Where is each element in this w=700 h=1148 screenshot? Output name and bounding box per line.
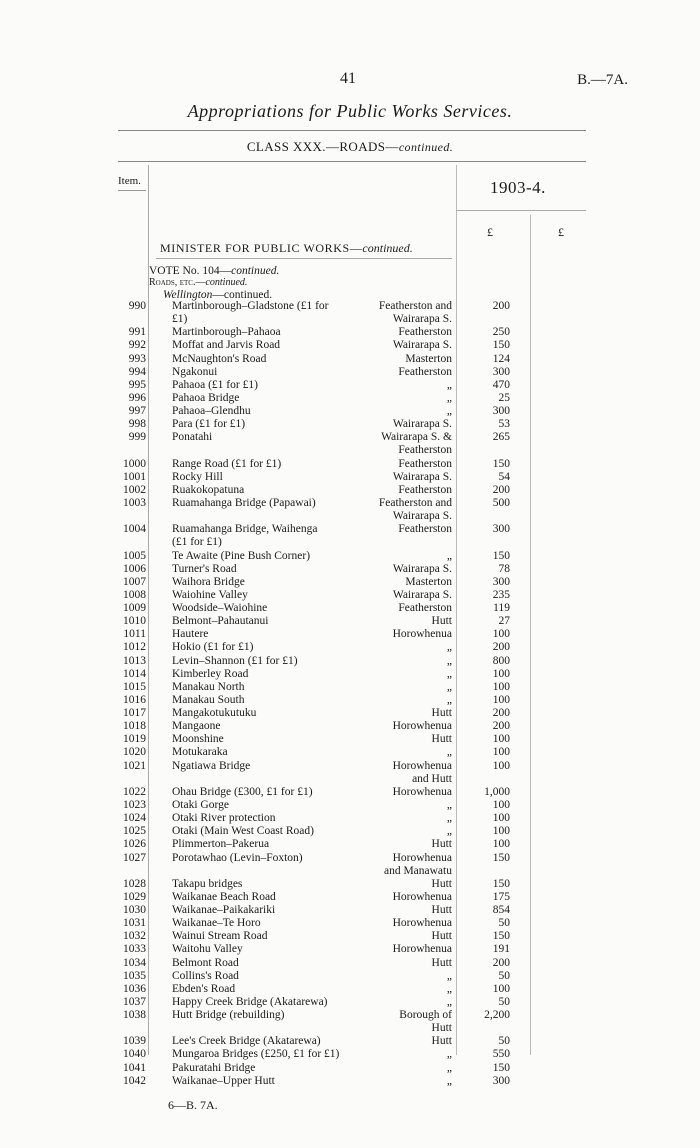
amount: 150	[492, 1061, 510, 1074]
electoral-district: Hutt	[431, 838, 452, 851]
work-name: Hautere	[172, 628, 209, 641]
item-number: 1035	[123, 969, 146, 982]
work-name: Belmont Road	[172, 956, 239, 969]
work-name: Collins's Road	[172, 969, 239, 982]
work-name: Waikanae Beach Road	[172, 890, 276, 903]
item-column-divider	[148, 165, 149, 1055]
electoral-district: „	[446, 798, 452, 811]
electoral-district: Horowhenua	[392, 628, 452, 641]
electoral-district: Wairarapa S.	[392, 588, 452, 601]
amount: 78	[498, 562, 510, 575]
amount: 235	[492, 588, 510, 601]
item-number: 1016	[123, 693, 146, 706]
item-number: 1005	[123, 549, 146, 562]
electoral-district: „	[446, 641, 452, 654]
item-number: 992	[128, 339, 146, 352]
electoral-district: Borough of	[399, 1009, 452, 1021]
work-name: Kimberley Road	[172, 667, 249, 680]
item-number: 1000	[123, 457, 146, 470]
amount: 250	[492, 326, 510, 339]
amount: 200	[492, 641, 510, 654]
amount: 2,200	[484, 1009, 510, 1021]
work-name: Pakuratahi Bridge	[172, 1061, 256, 1074]
amount: 150	[492, 851, 510, 864]
amount: 100	[492, 680, 510, 693]
item-number: 1003	[123, 497, 146, 509]
electoral-district: Hutt	[431, 930, 452, 943]
electoral-district: Featherston	[398, 326, 452, 339]
amount: 100	[492, 838, 510, 851]
item-number: 1017	[123, 707, 146, 719]
item-number: 1002	[123, 483, 146, 496]
work-name: Pahaoa Bridge	[172, 391, 240, 404]
amount: 300	[492, 365, 510, 378]
work-name: Martinborough–Pahaoa	[172, 326, 281, 339]
work-name: Waikanae–Te Horo	[172, 917, 261, 930]
work-name: Range Road (£1 for £1)	[172, 457, 282, 470]
item-number: 994	[128, 365, 146, 378]
item-number: 1024	[123, 812, 146, 825]
work-name: Levin–Shannon (£1 for £1)	[172, 654, 298, 667]
electoral-district: Horowhenua	[392, 917, 452, 930]
electoral-district: Horowhenua	[392, 943, 452, 956]
amount: 53	[498, 418, 510, 431]
amount: 27	[498, 615, 510, 628]
electoral-district: and Manawatu	[383, 864, 452, 877]
electoral-district: Wairarapa S.	[392, 339, 452, 352]
work-name: Hutt Bridge (rebuilding)	[172, 1009, 285, 1021]
work-name: (£1 for £1)	[172, 536, 222, 549]
item-number: 999	[128, 431, 146, 444]
item-number: 1022	[123, 785, 146, 798]
item-number: 1029	[123, 890, 146, 903]
work-name: Motukaraka	[172, 746, 228, 759]
electoral-district: Wairarapa S. &	[381, 431, 452, 444]
work-name: Hokio (£1 for £1)	[172, 641, 254, 654]
work-name: Ponatahi	[172, 431, 213, 444]
item-number: 1033	[123, 943, 146, 956]
amount: 200	[492, 720, 510, 733]
year-column-header: 1903-4.	[490, 178, 546, 197]
work-name: Ruamahanga Bridge, Waihenga	[172, 523, 318, 536]
amount: 175	[492, 890, 510, 903]
electoral-district: Hutt	[431, 956, 452, 969]
amount: 124	[492, 352, 510, 365]
work-name: Takapu bridges	[172, 877, 243, 890]
work-name: Ruakokopatuna	[172, 483, 245, 496]
electoral-district: Horowhenua	[392, 785, 452, 798]
item-number: 1021	[123, 759, 146, 772]
class-heading-continued: continued.	[398, 140, 454, 154]
roads-subheading-text: Roads, etc.—	[149, 277, 206, 288]
amount: 100	[492, 759, 510, 772]
amount: 300	[492, 405, 510, 417]
amount: 200	[492, 956, 510, 969]
roads-subheading	[149, 277, 247, 288]
item-number: 1018	[123, 720, 146, 733]
amount: 191	[492, 943, 510, 956]
electoral-district: Featherston	[398, 523, 452, 536]
electoral-district: „	[446, 995, 452, 1008]
amount: 1,000	[484, 785, 510, 798]
electoral-district: Hutt	[431, 904, 452, 916]
roads-subheading-continued: continued.	[205, 277, 248, 288]
amount: 25	[498, 391, 510, 404]
item-number: 1004	[123, 523, 146, 536]
work-name: Moffat and Jarvis Road	[172, 339, 281, 352]
electoral-district: Featherston	[398, 602, 452, 614]
item-number: 1036	[123, 982, 146, 995]
electoral-district: Wairarapa S.	[392, 510, 452, 523]
item-number: 995	[128, 378, 146, 391]
item-number: 1006	[123, 562, 146, 575]
title-rule	[118, 130, 586, 131]
work-name: Waikanae–Upper Hutt	[172, 1074, 275, 1087]
item-number: 1030	[123, 904, 146, 916]
electoral-district: Masterton	[405, 575, 452, 588]
district-name: Wellington	[163, 289, 213, 301]
work-name: Ngatiawa Bridge	[172, 759, 251, 772]
electoral-district: Featherston	[398, 365, 452, 378]
work-name: Manakau North	[172, 680, 245, 693]
vote-heading-continued: continued.	[231, 265, 280, 277]
item-number: 1010	[123, 615, 146, 628]
amount: 100	[492, 693, 510, 706]
item-number: 1041	[123, 1061, 146, 1074]
amount: 200	[492, 707, 510, 719]
item-number: 1027	[123, 851, 146, 864]
electoral-district: Horowhenua	[392, 890, 452, 903]
electoral-district: „	[446, 812, 452, 825]
amount: 100	[492, 825, 510, 838]
electoral-district: Featherston and	[378, 300, 452, 312]
item-number: 1034	[123, 956, 146, 969]
electoral-district: Wairarapa S.	[392, 562, 452, 575]
electoral-district: „	[446, 654, 452, 667]
electoral-district: Horowhenua	[392, 851, 452, 864]
amount: 100	[492, 746, 510, 759]
electoral-district: Hutt	[431, 707, 452, 719]
item-number: 1032	[123, 930, 146, 943]
item-number: 1042	[123, 1074, 146, 1087]
electoral-district: „	[446, 680, 452, 693]
amount: 100	[492, 812, 510, 825]
minister-heading	[160, 241, 413, 256]
amount: 300	[492, 523, 510, 536]
electoral-district: Hutt	[431, 615, 452, 628]
item-number: 1011	[123, 628, 146, 641]
work-name: Plimmerton–Pakerua	[172, 838, 270, 851]
work-name: Turner's Road	[172, 562, 237, 575]
item-number: 1023	[123, 798, 146, 811]
electoral-district: and Hutt	[412, 772, 452, 785]
work-name: Martinborough–Gladstone (£1 for	[172, 300, 329, 312]
amount: 50	[498, 995, 510, 1008]
amount: 119	[493, 602, 510, 614]
electoral-district: „	[446, 1061, 452, 1074]
item-header-rule	[118, 190, 146, 191]
amount: 854	[492, 904, 510, 916]
work-name: Otaki (Main West Coast Road)	[172, 825, 314, 838]
work-name: Ngakonui	[172, 365, 218, 378]
work-name: Wainui Stream Road	[172, 930, 268, 943]
item-number: 1007	[123, 575, 146, 588]
electoral-district: Masterton	[405, 352, 452, 365]
electoral-district: „	[446, 982, 452, 995]
district-column-divider	[456, 165, 457, 1055]
electoral-district: Wairarapa S.	[392, 418, 452, 431]
amount: 100	[492, 798, 510, 811]
work-name: Waiohine Valley	[172, 588, 248, 601]
amount: 800	[492, 654, 510, 667]
item-number: 998	[128, 418, 146, 431]
amount: 500	[492, 497, 510, 509]
amount: 50	[498, 917, 510, 930]
minister-heading-text: MINISTER FOR PUBLIC WORKS—	[160, 241, 363, 255]
item-number: 1019	[123, 733, 146, 746]
minister-heading-continued: continued.	[362, 241, 413, 255]
electoral-district: Horowhenua	[392, 720, 452, 733]
amount: 150	[492, 877, 510, 890]
amount: 550	[492, 1048, 510, 1061]
work-name: Ruamahanga Bridge (Papawai)	[172, 497, 316, 509]
class-heading-text: CLASS XXX.—ROADS—	[246, 139, 399, 154]
year-header-rule	[456, 210, 586, 211]
item-number: 1013	[123, 654, 146, 667]
item-number: 1015	[123, 680, 146, 693]
amount: 50	[498, 1035, 510, 1048]
work-name: Mungaroa Bridges (£250, £1 for £1)	[172, 1048, 340, 1061]
work-name: Pahaoa–Glendhu	[172, 405, 251, 417]
amount: 265	[492, 431, 510, 444]
class-rule	[118, 161, 586, 162]
money-column-divider	[530, 215, 531, 1055]
item-number: 1025	[123, 825, 146, 838]
electoral-district: „	[446, 378, 452, 391]
item-number: 996	[128, 391, 146, 404]
electoral-district: Featherston	[398, 483, 452, 496]
work-name: Happy Creek Bridge (Akatarewa)	[172, 995, 328, 1008]
amount: 100	[492, 982, 510, 995]
item-number: 1009	[123, 602, 146, 614]
amount: 100	[492, 667, 510, 680]
electoral-district: „	[446, 391, 452, 404]
work-name: Para (£1 for £1)	[172, 418, 246, 431]
electoral-district: Hutt	[431, 877, 452, 890]
work-name: Otaki River protection	[172, 812, 276, 825]
pound-sign-left: £	[487, 225, 493, 239]
item-number: 1014	[123, 667, 146, 680]
work-name: Pahaoa (£1 for £1)	[172, 378, 258, 391]
document-reference: B.—7A.	[577, 72, 628, 88]
electoral-district: „	[446, 969, 452, 982]
work-name: Manakau South	[172, 693, 245, 706]
electoral-district: „	[446, 405, 452, 417]
footer-signature: 6—B. 7A.	[168, 1098, 218, 1112]
electoral-district: „	[446, 1048, 452, 1061]
work-name: Waikanae–Paikakariki	[172, 904, 276, 916]
amount: 100	[492, 628, 510, 641]
electoral-district: „	[446, 825, 452, 838]
item-number: 990	[128, 300, 146, 312]
work-name: Moonshine	[172, 733, 224, 746]
work-name: Lee's Creek Bridge (Akatarewa)	[172, 1035, 321, 1048]
work-name: Te Awaite (Pine Bush Corner)	[172, 549, 311, 562]
amount: 150	[492, 457, 510, 470]
item-number: 1026	[123, 838, 146, 851]
work-name: Ohau Bridge (£300, £1 for £1)	[172, 785, 313, 798]
item-number: 997	[128, 405, 146, 417]
item-number: 1012	[123, 641, 146, 654]
item-number: 1001	[123, 470, 146, 483]
vote-heading	[149, 265, 279, 277]
electoral-district: „	[446, 693, 452, 706]
electoral-district: Featherston and	[378, 497, 452, 509]
item-number: 1037	[123, 995, 146, 1008]
page-title: Appropriations for Public Works Services.	[187, 101, 513, 121]
item-number: 1008	[123, 588, 146, 601]
work-name: Belmont–Pahautanui	[172, 615, 269, 628]
work-name: McNaughton's Road	[172, 352, 267, 365]
item-number: 1020	[123, 746, 146, 759]
electoral-district: Hutt	[431, 1035, 452, 1048]
item-number: 1039	[123, 1035, 146, 1048]
amount: 200	[492, 300, 510, 312]
work-name: Otaki Gorge	[172, 798, 229, 811]
work-name: Rocky Hill	[172, 470, 223, 483]
electoral-district: Horowhenua	[392, 759, 452, 772]
amount: 200	[492, 483, 510, 496]
electoral-district: „	[446, 746, 452, 759]
amount: 54	[498, 470, 510, 483]
electoral-district: „	[446, 667, 452, 680]
electoral-district: Featherston	[398, 457, 452, 470]
item-number: 991	[128, 326, 146, 339]
district-continued: —continued.	[212, 289, 273, 301]
work-name: Waitohu Valley	[172, 943, 243, 956]
amount: 50	[498, 969, 510, 982]
amount: 300	[492, 575, 510, 588]
item-column-header: Item.	[118, 175, 141, 187]
amount: 300	[492, 1074, 510, 1087]
item-number: 1028	[123, 877, 146, 890]
item-number: 1038	[123, 1009, 146, 1021]
pound-sign-right: £	[558, 225, 564, 239]
electoral-district: Featherston	[398, 444, 452, 457]
work-name: Mangaone	[172, 720, 221, 733]
amount: 150	[492, 549, 510, 562]
work-name: Porotawhao (Levin–Foxton)	[172, 851, 303, 864]
item-number: 1031	[123, 917, 146, 930]
amount: 100	[492, 733, 510, 746]
minister-rule	[156, 258, 452, 259]
page-number: 41	[340, 70, 356, 87]
work-name: Woodside–Waiohine	[172, 602, 268, 614]
electoral-district: Hutt	[431, 733, 452, 746]
amount: 470	[492, 378, 510, 391]
item-number: 993	[128, 352, 146, 365]
class-heading	[0, 139, 700, 155]
electoral-district: „	[446, 1074, 452, 1087]
work-name: Mangakotukutuku	[172, 707, 257, 719]
vote-heading-text: VOTE No. 104—	[149, 265, 232, 277]
work-name: Waihora Bridge	[172, 575, 245, 588]
electoral-district: Hutt	[431, 1022, 452, 1035]
amount: 150	[492, 930, 510, 943]
electoral-district: Wairarapa S.	[392, 470, 452, 483]
electoral-district: „	[446, 549, 452, 562]
item-number: 1040	[123, 1048, 146, 1061]
amount: 150	[492, 339, 510, 352]
work-name: £1)	[172, 313, 188, 326]
work-name: Ebden's Road	[172, 982, 236, 995]
electoral-district: Wairarapa S.	[392, 313, 452, 326]
